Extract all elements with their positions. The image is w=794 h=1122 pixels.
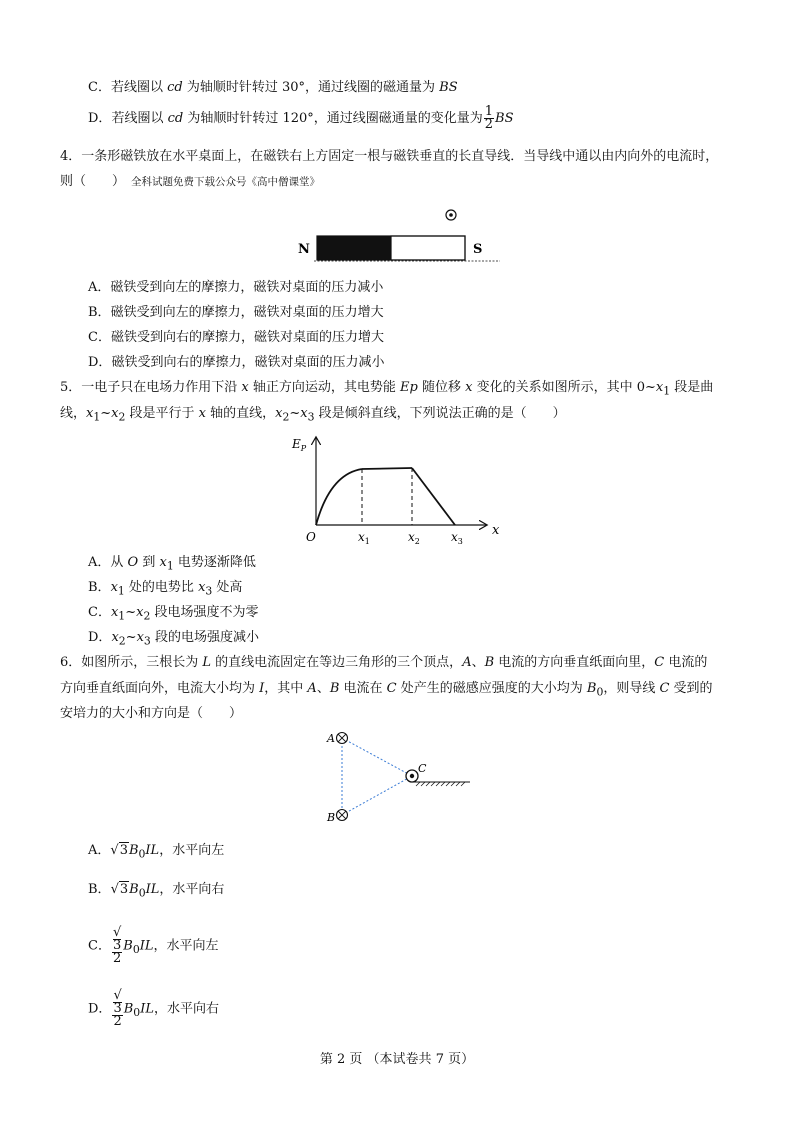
text: 若线圈以 [110, 80, 168, 95]
var-x: x [110, 580, 118, 595]
text: 轴的直线， [206, 406, 276, 421]
ep-curve-0-x1 [316, 469, 362, 525]
q6-stem-line2 [60, 681, 713, 701]
q5-option-a [88, 555, 256, 575]
q3-option-d [88, 106, 514, 132]
var-cd: cd [167, 80, 183, 95]
q4-magnet-figure [290, 200, 510, 270]
denominator: 2 [113, 1014, 122, 1029]
var-x: x [275, 406, 283, 421]
var-c: C [386, 681, 397, 696]
subscript: 1 [118, 609, 126, 623]
n-label: N [298, 242, 310, 257]
text: ，则导线 [603, 681, 660, 696]
subscript: 0 [132, 943, 140, 957]
q5-option-c [88, 605, 258, 625]
text: 电流的方向垂直纸面向里， [494, 655, 655, 670]
x-label: x [492, 523, 500, 538]
var-il: IL [145, 882, 160, 897]
text: 轴正方向运动，其电势能 [248, 380, 401, 395]
q4-stem-line1: 4．一条形磁铁放在水平桌面上，在磁铁右上方固定一根与磁铁垂直的长直导线．当导线中通以由内向外的电流时， [60, 149, 719, 164]
var-b: B [123, 938, 133, 954]
var-x: x [241, 380, 249, 395]
option-label: C． [88, 330, 111, 345]
var-x: x [159, 555, 167, 570]
text: 段电场强度不为零 [150, 605, 259, 620]
option-label: A． [88, 555, 111, 570]
text: 处高 [212, 580, 243, 595]
text: 5．一电子只在电场力作用下沿 [60, 380, 242, 395]
var-x: x [465, 380, 473, 395]
edge-bc [342, 776, 412, 815]
sqrt-expr: √3 [110, 882, 129, 897]
option-text: 磁铁受到向左的摩擦力，磁铁对桌面的压力增大 [110, 305, 384, 320]
q6-option-d [88, 990, 219, 1028]
q4-option-a [88, 280, 383, 296]
numerator: 1 [484, 104, 494, 119]
var-i: I [259, 681, 265, 696]
direction: ，水平向右 [159, 882, 225, 897]
radicand: 3 [119, 843, 128, 858]
option-label: D． [88, 111, 112, 126]
var-ep: Ep [400, 380, 418, 395]
radicand: 3 [113, 1001, 122, 1016]
text: ~ [289, 406, 301, 421]
var-x: x [111, 630, 119, 645]
q4-stem-line2 [60, 174, 320, 190]
radicand: 3 [119, 882, 129, 897]
var-x: x [655, 380, 664, 395]
text: 线， [60, 406, 87, 421]
text: ，其中 [264, 681, 308, 696]
subscript: 1 [93, 410, 101, 424]
text: 处产生的磁感应强度的大小均为 [396, 681, 587, 696]
fraction-sqrt3-over-2 [112, 927, 122, 965]
text: 段是曲 [670, 380, 714, 395]
option-label: A． [88, 280, 111, 295]
q5-option-b [88, 580, 242, 600]
option-label: C． [88, 80, 111, 95]
direction: ，水平向左 [153, 938, 219, 954]
var-l: L [202, 655, 212, 670]
s-label: S [473, 242, 483, 257]
option-text: 磁铁受到向右的摩擦力，磁铁对桌面的压力减小 [111, 355, 385, 370]
tick-x1: $x_1$ [358, 530, 370, 546]
var-x: x [198, 406, 206, 421]
tick-x3: $x_3$ [451, 530, 463, 546]
subscript: 1 [117, 584, 125, 598]
q6-option-c [88, 927, 219, 965]
wall-hatch [416, 782, 465, 786]
text: 处的电势比 [124, 580, 199, 595]
text: ~ [100, 406, 112, 421]
var-x: x [198, 580, 206, 595]
subscript: 3 [205, 584, 213, 598]
text: 随位移 [417, 380, 466, 395]
subscript: 2 [118, 410, 126, 424]
subscript: 2 [282, 410, 290, 424]
var-b: B [128, 843, 139, 858]
var-x: x [111, 406, 119, 421]
var-a: A [307, 681, 317, 696]
fraction-sqrt3-over-2 [112, 990, 122, 1028]
text: 为轴顺时针转过 30°，通过线圈的磁通量为 [182, 80, 440, 95]
subscript: 0 [138, 847, 146, 861]
text: 从 [110, 555, 128, 570]
text: 段是倾斜直线，下列说法正确的是（ ） [314, 406, 566, 421]
var-a: A [462, 655, 472, 670]
var-cd: cd [167, 111, 184, 126]
var-x: x [136, 605, 144, 620]
subscript: 1 [166, 559, 174, 573]
subscript: 0 [596, 685, 604, 699]
text: 到 [138, 555, 160, 570]
var-b0: B [586, 681, 597, 696]
sqrt-expr: √3 [110, 843, 128, 858]
fraction-half [484, 106, 494, 131]
text: 受到的 [669, 681, 713, 696]
direction: ，水平向右 [153, 1001, 219, 1017]
current-out-icon-c [406, 770, 418, 782]
subscript: 0 [133, 1006, 141, 1020]
var-il: IL [139, 938, 154, 954]
text: 为轴顺时针转过 120°，通过线圈磁通量的变化量为 [183, 111, 483, 126]
option-label: B． [88, 882, 111, 897]
ep-slope-x2-x3 [412, 468, 455, 525]
q6-option-b [88, 882, 224, 902]
var-c: C [659, 681, 670, 696]
promo-note: 全科试题免费下载公众号《高中僧课堂》 [131, 176, 321, 188]
q5-stem-line1 [60, 380, 713, 400]
var-c: C [654, 655, 665, 670]
text: 、 [316, 681, 330, 696]
label-c: C [418, 762, 427, 775]
text: 段的电场强度减小 [150, 630, 259, 645]
option-label: B． [88, 580, 111, 595]
current-in-icon-a [337, 733, 348, 744]
text: 、 [471, 655, 485, 670]
q4-option-b [88, 305, 384, 321]
numerator: √ 3 [113, 988, 122, 1016]
var-x: x [86, 406, 94, 421]
text: 电流在 [339, 681, 387, 696]
q5-option-d [88, 630, 259, 650]
edge-ac [342, 738, 412, 776]
label-a: A [327, 732, 335, 745]
text: 方向垂直纸面向外，电流大小均为 [60, 681, 260, 696]
direction: ，水平向左 [159, 843, 225, 858]
text: 6．如图所示，三根长为 [60, 655, 203, 670]
q6-stem-line3: 安培力的大小和方向是（ ） [60, 706, 243, 721]
magnet-n-half [317, 236, 391, 260]
option-text: 磁铁受到向右的摩擦力，磁铁对桌面的压力增大 [110, 330, 384, 345]
var-x: x [110, 605, 119, 620]
q6-option-a [88, 843, 224, 863]
subscript: 1 [663, 384, 671, 398]
var-b: B [329, 681, 340, 696]
magnet-s-half [391, 236, 465, 260]
q5-stem-line2 [60, 406, 566, 426]
subscript: 0 [138, 886, 146, 900]
option-label: C． [88, 938, 111, 954]
var-bs: BS [439, 80, 458, 95]
option-label: A． [88, 843, 111, 858]
option-label: D． [88, 355, 112, 370]
tick-x2: $x_2$ [408, 530, 420, 546]
var-il: IL [140, 1001, 154, 1017]
text: 电势逐渐降低 [173, 555, 256, 570]
var-o: O [127, 555, 139, 570]
ep-flat-x1-x2 [362, 468, 412, 469]
var-x: x [136, 630, 144, 645]
var-il: IL [145, 843, 160, 858]
text: ~ [125, 630, 137, 645]
q3-option-c [88, 80, 458, 96]
var-bs: BS [495, 111, 514, 126]
option-text: 磁铁受到向左的摩擦力，磁铁对桌面的压力减小 [110, 280, 384, 295]
option-label: B． [88, 305, 111, 320]
tick-o: O [306, 530, 316, 544]
text: 段是平行于 [125, 406, 199, 421]
q4-option-d [88, 355, 384, 371]
var-b: B [484, 655, 495, 670]
var-x: x [300, 406, 308, 421]
numerator: √ 3 [112, 925, 122, 953]
q5-ep-graph [290, 430, 510, 545]
text: 变化的关系如图所示，其中 0~ [472, 380, 656, 395]
y-label: $E_P$ [292, 437, 307, 453]
denominator: 2 [112, 951, 122, 966]
subscript: 2 [118, 634, 126, 648]
radicand: 3 [112, 938, 122, 953]
var-b: B [129, 882, 139, 897]
page-footer: 第 2 页 （本试卷共 7 页） [319, 1052, 475, 1067]
denominator: 2 [484, 117, 494, 132]
option-label: D． [88, 630, 112, 645]
text: 则（ ） [60, 174, 126, 189]
subscript: 3 [307, 410, 315, 424]
subscript: 3 [143, 634, 151, 648]
q4-option-c [88, 330, 384, 346]
option-label: C． [88, 605, 111, 620]
option-label: D． [88, 1001, 112, 1017]
label-b: B [327, 811, 336, 824]
q6-stem-line1 [60, 655, 707, 671]
text: ~ [125, 605, 137, 620]
text: 电流的 [664, 655, 708, 670]
q6-triangle-figure [320, 728, 480, 828]
var-b: B [123, 1001, 134, 1017]
subscript: 2 [143, 609, 151, 623]
current-in-icon-b [337, 810, 348, 821]
text: 若线圈以 [111, 111, 168, 126]
text: 的直线电流固定在等边三角形的三个顶点， [211, 655, 463, 670]
